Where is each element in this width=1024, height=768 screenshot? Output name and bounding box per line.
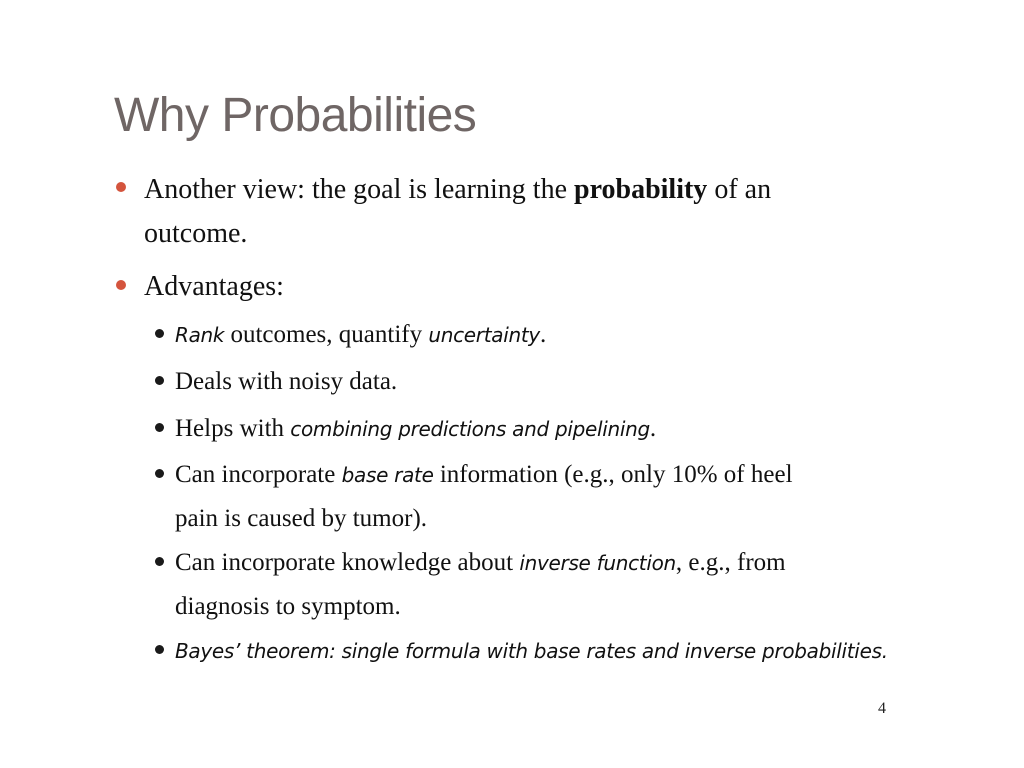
sub-bullet-rank — [175, 313, 546, 357]
sub-bullet-base-rate — [175, 453, 793, 540]
bullet-text: information (e.g., only 10% of heel — [433, 461, 793, 488]
bullet-text: Helps with — [175, 415, 291, 442]
bullet-line: pain is caused by tumor). — [175, 505, 428, 532]
sub-bullet-inverse-function — [175, 541, 786, 628]
italic-term: uncertainty — [428, 323, 540, 347]
bullet-line: diagnosis to symptom. — [175, 593, 401, 620]
bullet-text: . — [649, 415, 657, 442]
bullet-icon — [155, 557, 164, 566]
bullet-another-view — [144, 168, 771, 256]
sub-bullet-bayes — [175, 629, 888, 673]
bullet-line — [175, 541, 786, 585]
bullet-icon — [116, 280, 126, 290]
bullet-line: outcome. — [144, 218, 248, 249]
bullet-icon — [155, 329, 164, 338]
italic-term: Rank — [175, 323, 225, 347]
bullet-icon — [155, 645, 164, 654]
bold-term: probability — [574, 174, 708, 205]
page-number: 4 — [878, 700, 886, 717]
italic-term: Bayes’ theorem: single formula with base rates and inverse probabilities. — [175, 639, 888, 663]
bullet-text: outcomes, quantify — [224, 321, 429, 348]
italic-term: base rate — [341, 463, 434, 487]
sub-bullet-combining — [175, 407, 656, 451]
italic-term: combining predictions and pipelining — [290, 417, 650, 441]
bullet-text: Another view: the goal is learning the — [144, 174, 574, 205]
bullet-icon — [155, 469, 164, 478]
bullet-line — [175, 453, 793, 497]
bullet-text: , e.g., from — [675, 549, 786, 576]
bullet-text: . — [539, 321, 547, 348]
bullet-line — [144, 168, 771, 212]
italic-term: inverse function — [519, 551, 676, 575]
bullet-advantages: Advantages: — [144, 271, 284, 302]
sub-bullet-noisy-data: Deals with noisy data. — [175, 368, 398, 395]
bullet-text: of an — [707, 174, 772, 205]
bullet-text: Can incorporate — [175, 461, 342, 488]
bullet-icon — [116, 182, 126, 192]
bullet-icon — [155, 376, 164, 385]
bullet-text: Can incorporate knowledge about — [175, 549, 520, 576]
slide-title: Why Probabilities — [114, 89, 477, 142]
bullet-icon — [155, 423, 164, 432]
